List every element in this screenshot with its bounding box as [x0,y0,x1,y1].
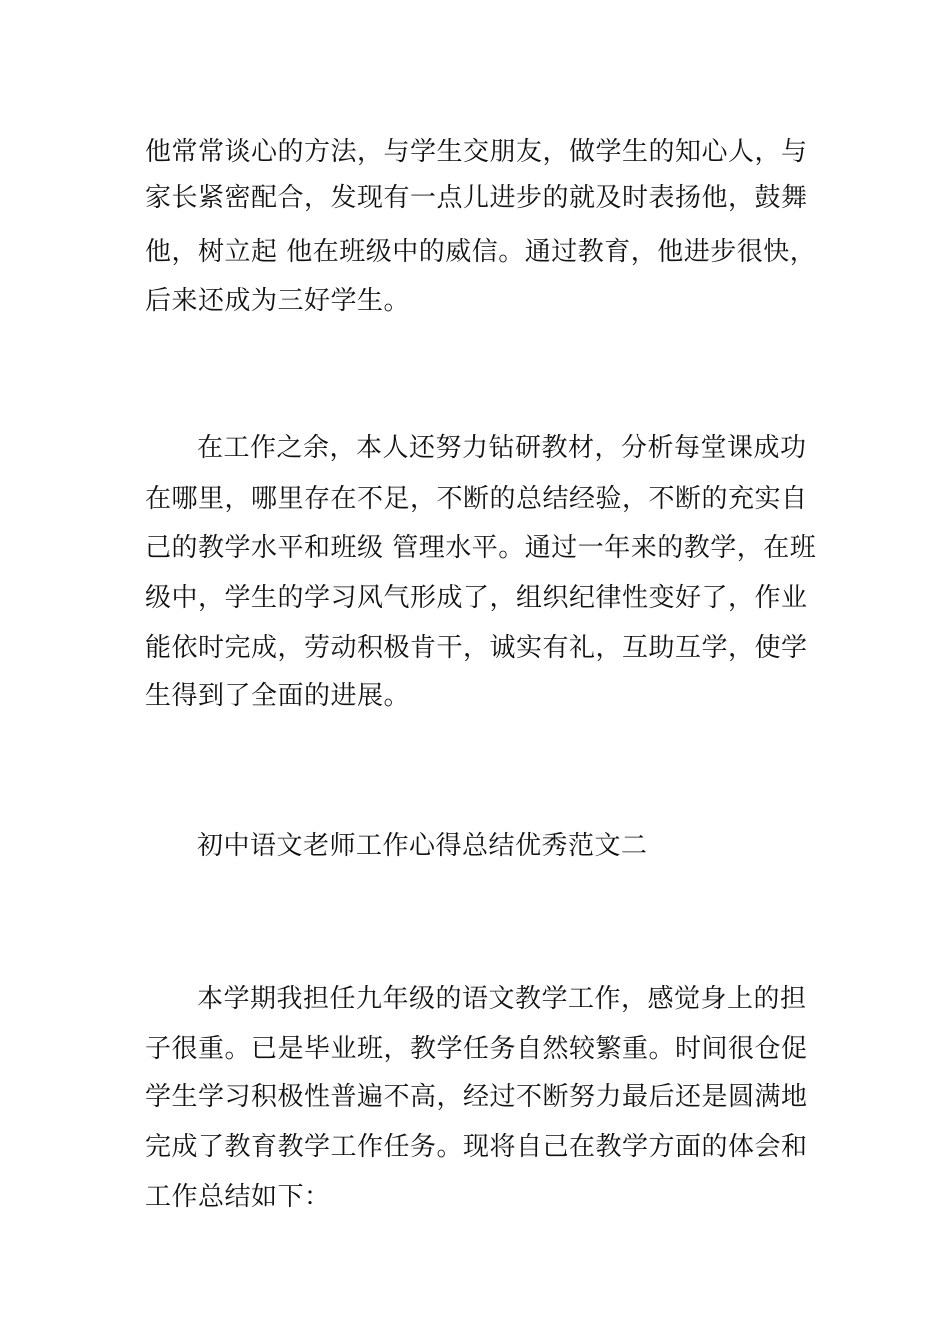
paragraph-line: 工作总结如下： [145,1182,331,1212]
paragraph-line: 他，树立起 他在班级中的威信。通过教育，他进步很快， [145,237,817,267]
paragraph-line: 家长紧密配合，发现有一点儿进步的就及时表扬他，鼓舞 [145,183,808,213]
paragraph-line: 他常常谈心的方法，与学生交朋友，做学生的知心人，与 [145,137,808,167]
paragraph-line: 本学期我担任九年级的语文教学工作，感觉身上的担 [197,984,807,1014]
paragraph-line: 己的教学水平和班级 管理水平。通过一年来的教学，在班 [145,533,817,563]
section-heading: 初中语文老师工作心得总结优秀范文二 [197,831,648,861]
paragraph-line: 生得到了全面的进展。 [145,681,411,711]
paragraph-line: 后来还成为三好学生。 [145,286,411,316]
paragraph-line: 级中，学生的学习风气形成了，组织纪律性变好了，作业 [145,583,808,613]
paragraph-line: 能依时完成，劳动积极肯干，诚实有礼，互助互学，使学 [145,633,808,663]
paragraph-line: 学生学习积极性普遍不高，经过不断努力最后还是圆满地 [145,1082,808,1112]
paragraph-line: 完成了教育教学工作任务。现将自己在教学方面的体会和 [145,1132,808,1162]
paragraph-line: 在哪里，哪里存在不足，不断的总结经验，不断的充实自 [145,484,808,514]
paragraph-line: 在工作之余，本人还努力钻研教材，分析每堂课成功 [197,433,807,463]
paragraph-line: 子很重。已是毕业班，教学任务自然较繁重。时间很仓促 [145,1034,808,1064]
